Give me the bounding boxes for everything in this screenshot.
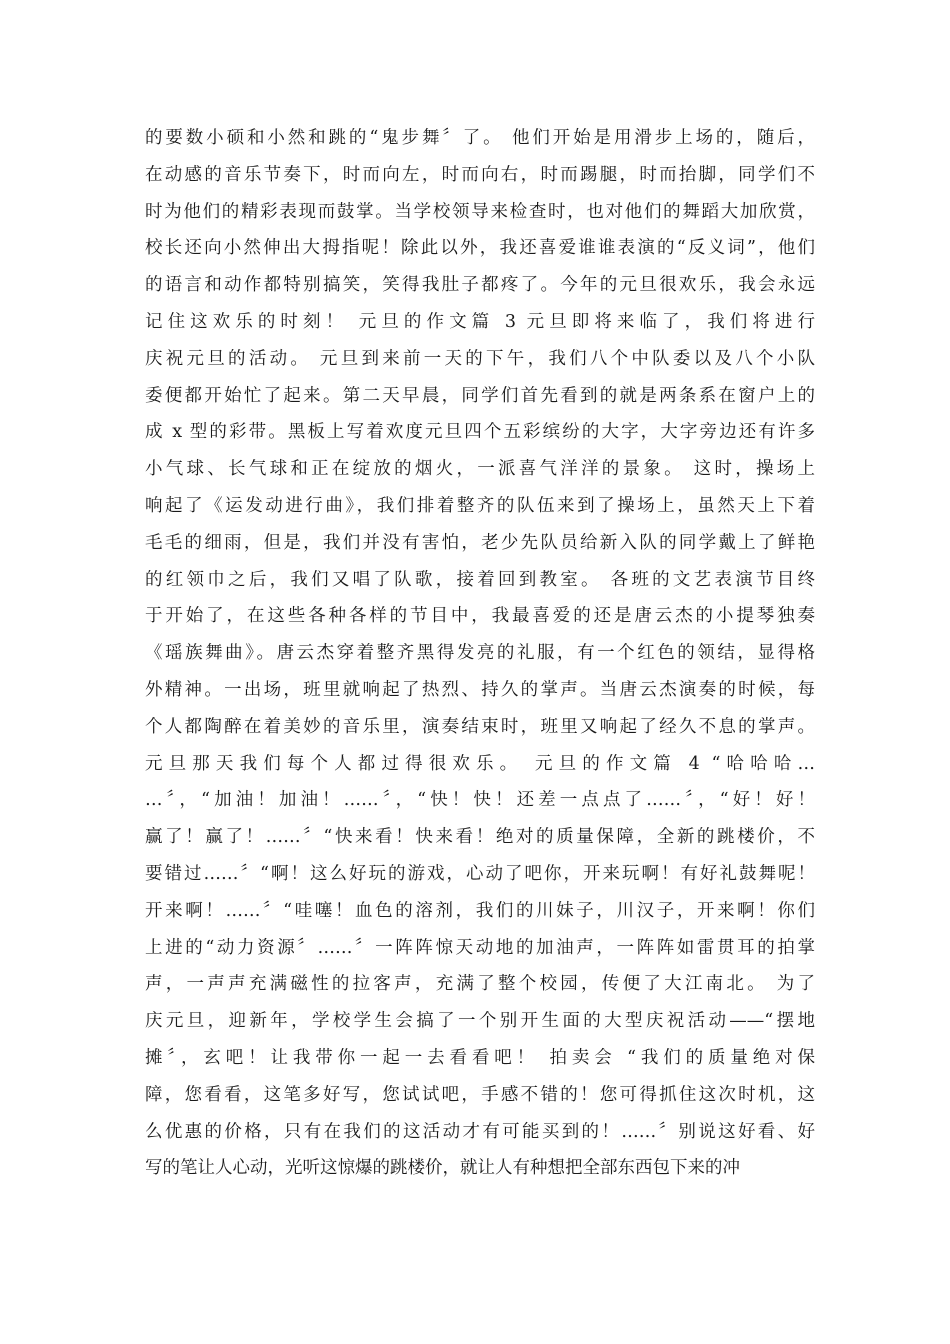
text-line: 赢了！赢了！……〞“快来看！快来看！绝对的质量保障，全新的跳楼价，不 bbox=[145, 827, 815, 848]
text-line: 的红领巾之后，我们又唱了队歌，接着回到教室。 各班的文艺表演节目终 bbox=[145, 569, 815, 590]
text-line: 的要数小硕和小然和跳的“鬼步舞〞了。 他们开始是用滑步上场的，随后， bbox=[145, 128, 815, 148]
text-line: 成 x 型的彩带。黑板上写着欢度元旦四个五彩缤纷的大字，大字旁边还有许多 bbox=[145, 422, 815, 443]
text-line: 校长还向小然伸出大拇指呢！除此以外，我还喜爱谁谁表演的“反义词”，他们 bbox=[145, 238, 815, 259]
text-line: 障，您看看，这笔多好写，您试试吧，手感不错的！您可得抓住这次时机，这 bbox=[145, 1084, 815, 1105]
text-line: 写的笔让人心动，光听这惊爆的跳楼价，就让人有种想把全部东西包下来的冲 bbox=[145, 1158, 740, 1179]
text-line: 个人都陶醉在着美妙的音乐里，演奏结束时，班里又响起了经久不息的掌声。 bbox=[145, 716, 815, 737]
text-line: 委便都开始忙了起来。第二天早晨，同学们首先看到的就是两条系在窗户上的 bbox=[145, 385, 815, 406]
text-line: 要错过……〞“啊！这么好玩的游戏，心动了吧你，开来玩啊！有好礼鼓舞呢！ bbox=[145, 863, 815, 884]
text-line: …〞，“加油！加油！……〞，“快！快！还差一点点了……〞，“好！好！ bbox=[145, 790, 815, 811]
text-line: 庆祝元旦的活动。 元旦到来前一天的下午，我们八个中队委以及八个小队 bbox=[145, 348, 815, 369]
text-line: 时为他们的精彩表现而鼓掌。当学校领导来检查时，也对他们的舞蹈大加欣赏， bbox=[145, 201, 815, 222]
text-line: 么优惠的价格，只有在我们的这活动才有可能买到的！……〞别说这好看、好 bbox=[145, 1121, 815, 1142]
text-line: 记住这欢乐的时刻！ 元旦的作文篇 3 元旦即将来临了，我们将进行 bbox=[145, 311, 815, 332]
text-line: 开来啊！……〞“哇噻！血色的溶剂，我们的川妹子，川汉子，开来啊！你们 bbox=[145, 900, 815, 921]
text-line: 上进的“动力资源〞……〞一阵阵惊天动地的加油声，一阵阵如雷贯耳的拍掌 bbox=[145, 937, 815, 958]
text-line: 声，一声声充满磁性的拉客声，充满了整个校园，传便了大江南北。 为了 bbox=[145, 974, 815, 995]
text-line: 小气球、长气球和正在绽放的烟火，一派喜气洋洋的景象。 这时，操场上 bbox=[145, 459, 815, 480]
text-line: 摊〞，玄吧！让我带你一起一去看看吧！ 拍卖会 “我们的质量绝对保 bbox=[145, 1047, 815, 1068]
text-line: 于开始了，在这些各种各样的节目中，我最喜爱的还是唐云杰的小提琴独奏 bbox=[145, 606, 815, 627]
text-line: 《瑶族舞曲》。唐云杰穿着整齐黑得发亮的礼服，有一个红色的领结，显得格 bbox=[145, 643, 815, 664]
text-line: 毛毛的细雨，但是，我们并没有害怕，老少先队员给新入队的同学戴上了鲜艳 bbox=[145, 532, 815, 553]
text-line: 外精神。一出场，班里就响起了热烈、持久的掌声。当唐云杰演奏的时候，每 bbox=[145, 679, 815, 700]
text-line: 的语言和动作都特别搞笑，笑得我肚子都疼了。今年的元旦很欢乐，我会永远 bbox=[145, 275, 815, 296]
text-line: 响起了《运发动进行曲》，我们排着整齐的队伍来到了操场上，虽然天上下着 bbox=[145, 495, 815, 516]
text-line: 元旦那天我们每个人都过得很欢乐。 元旦的作文篇 4 “哈哈哈… bbox=[145, 753, 815, 774]
text-line: 在动感的音乐节奏下，时而向左，时而向右，时而踢腿，时而抬脚，同学们不 bbox=[145, 164, 815, 185]
text-line: 庆元旦，迎新年，学校学生会搞了一个别开生面的大型庆祝活动——“摆地 bbox=[145, 1011, 815, 1032]
body-text bbox=[145, 120, 815, 1187]
